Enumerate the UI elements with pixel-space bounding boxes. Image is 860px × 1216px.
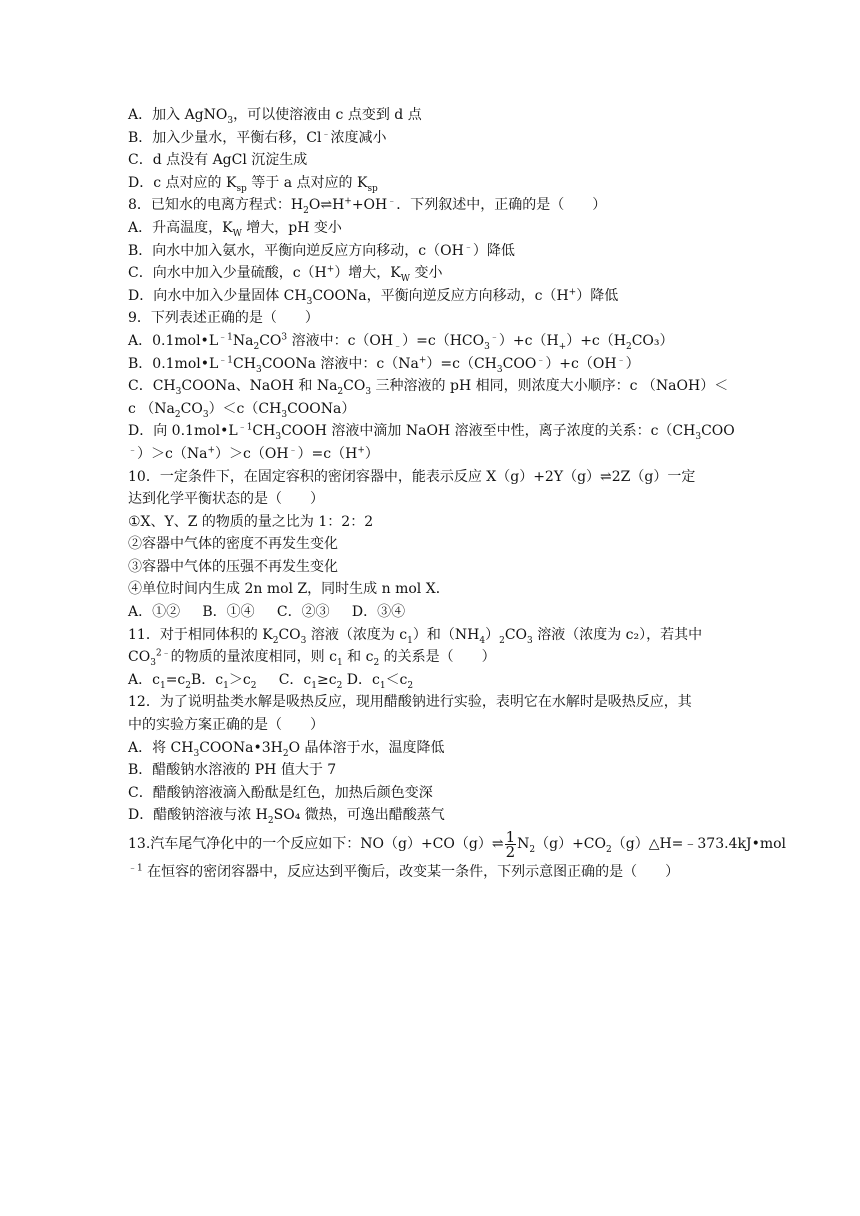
q8-option-c: C．向水中加入少量硫酸，c（H+）增大，$K_W$ 变小 [128,264,443,284]
q10-stem-line1: 10．一定条件下，在固定容积的密闭容器中，能表示反应 X（g）+2Y（g）⇌2Z（g）一定 [128,468,696,485]
question-content [128,104,787,884]
q13-stem-line2: $^{﹣1}$ 在恒容的密闭容器中，反应达到平衡后，改变某一条件，下列示意图正确的是（ ） [128,863,680,880]
q8-option-b: B．向水中加入氨水，平衡向逆反应方向移动，c（OH﹣）降低 [128,241,515,259]
q10-item-3: ③容器中气体的压强不再发生变化 [128,558,338,575]
q11-stem-line1: 11．对于相同体积的 $K_2CO_3$ 溶液（浓度为 $c_1$）和$(NH_4)_2CO_3$ 溶液（浓度为 c₂），若其中 [128,626,703,646]
q9-option-a: A．$0.1mol•L^{﹣1}Na_2CO^3$ 溶液中：$c(OH_﹣)=c(HCO_3^﹣)+c(H_+)+c(H_2CO_3)$ [128,332,674,352]
q13-stem-line1: 13.汽车尾气净化中的一个反应如下：NO（g）+CO（g）⇌ $\frac{1}{2}$ $N_2(g)+CO_2(g)\triangle H=﹣373.4kJ•mol$ [128,827,787,861]
q12-option-c: C．醋酸钠溶液滴入酚酞是红色，加热后颜色变深 [128,784,433,801]
q10-options: A．①② B．①④ C．②③ D．③④ [128,604,406,621]
q12-option-a: A．将 $CH_3COONa•3H_2O$ 晶体溶于水，温度降低 [128,739,445,759]
q10-item-2: ②容器中气体的密度不再发生变化 [128,536,338,553]
q12-stem-line1: 12．为了说明盐类水解是吸热反应，现用醋酸钠进行实验，表明它在水解时是吸热反应，其 [128,694,692,711]
q8-option-a: A．升高温度，$K_W$ 增大，pH 变小 [128,219,342,239]
q9-option-b: B．$0.1mol•L^{﹣1}CH_3COONa$ 溶液中：$c(Na^+)=c(CH_3COO^﹣)+c(OH^﹣)$ [128,354,640,375]
q11-stem-line2: $CO_3^{2﹣}$的物质的量浓度相同，则 $c_1$ 和 $c_2$ 的关系是（ ） [128,648,496,669]
q9-option-c-line1: C．$CH_3COONa$、NaOH 和 $Na_2CO_3$ 三种溶液的 pH 相同，则浓度大小顺序：c （NaOH）＜ [128,378,729,397]
q8-stem: 8．已知水的电离方程式：$H_2O\rightleftharpoons H^++OH^﹣$．下列叙述中，正确的是（ ） [128,196,607,217]
q10-stem-line2: 达到化学平衡状态的是（ ） [128,491,324,508]
q9-option-c-line2: c $(Na_2CO_3)<c(CH_3COONa)$ [128,400,356,420]
fraction-one-half: $\frac{1}{2}$ [505,827,516,861]
q9-option-d-line2: ﹣）＞c（Na+）＞c（OH﹣）=c（H+） [128,445,379,462]
q12-stem-line2: 中的实验方案正确的是（ ） [128,717,324,734]
q7-option-c: C．d 点没有 AgCl 沉淀生成 [128,152,308,169]
q7-option-b: B．加入少量水，平衡右移，Cl﹣浓度减小 [128,128,387,146]
q9-option-d-line1: D．向 $0.1mol•L^{﹣1}CH_3COOH$ 溶液中滴加 NaOH 溶液至中性，离子浓度的关系：$c(CH_3COO$ [128,422,735,443]
q7-option-a: A．加入 AgNO$_3$，可以使溶液由 c 点变到 d 点 [128,107,422,126]
q11-options: A．$c_1=c_2B$．$c_1>c_2$ C．$c_1\ge c_2$ D．$c_1<c_2$ [128,671,414,691]
q12-option-b: B．醋酸钠水溶液的 PH 值大于 7 [128,762,337,779]
q8-option-d: D．向水中加入少量固体 $CH_3COONa$，平衡向逆反应方向移动，c（H+）降低 [128,287,619,307]
q10-item-1: ①X、Y、Z 的物质的量之比为 1：2：2 [128,513,374,530]
q9-stem: 9．下列表述正确的是（ ） [128,310,319,327]
q10-item-4: ④单位时间内生成 2n mol Z，同时生成 n mol X． [128,581,450,598]
q12-option-d: D．醋酸钠溶液与浓 $H_2SO_4$ 微热，可逸出醋酸蒸气 [128,807,445,827]
q7-option-d: D．c 点对应的 $K_{sp}$ 等于 a 点对应的 $K_{sp}$ [128,174,378,194]
